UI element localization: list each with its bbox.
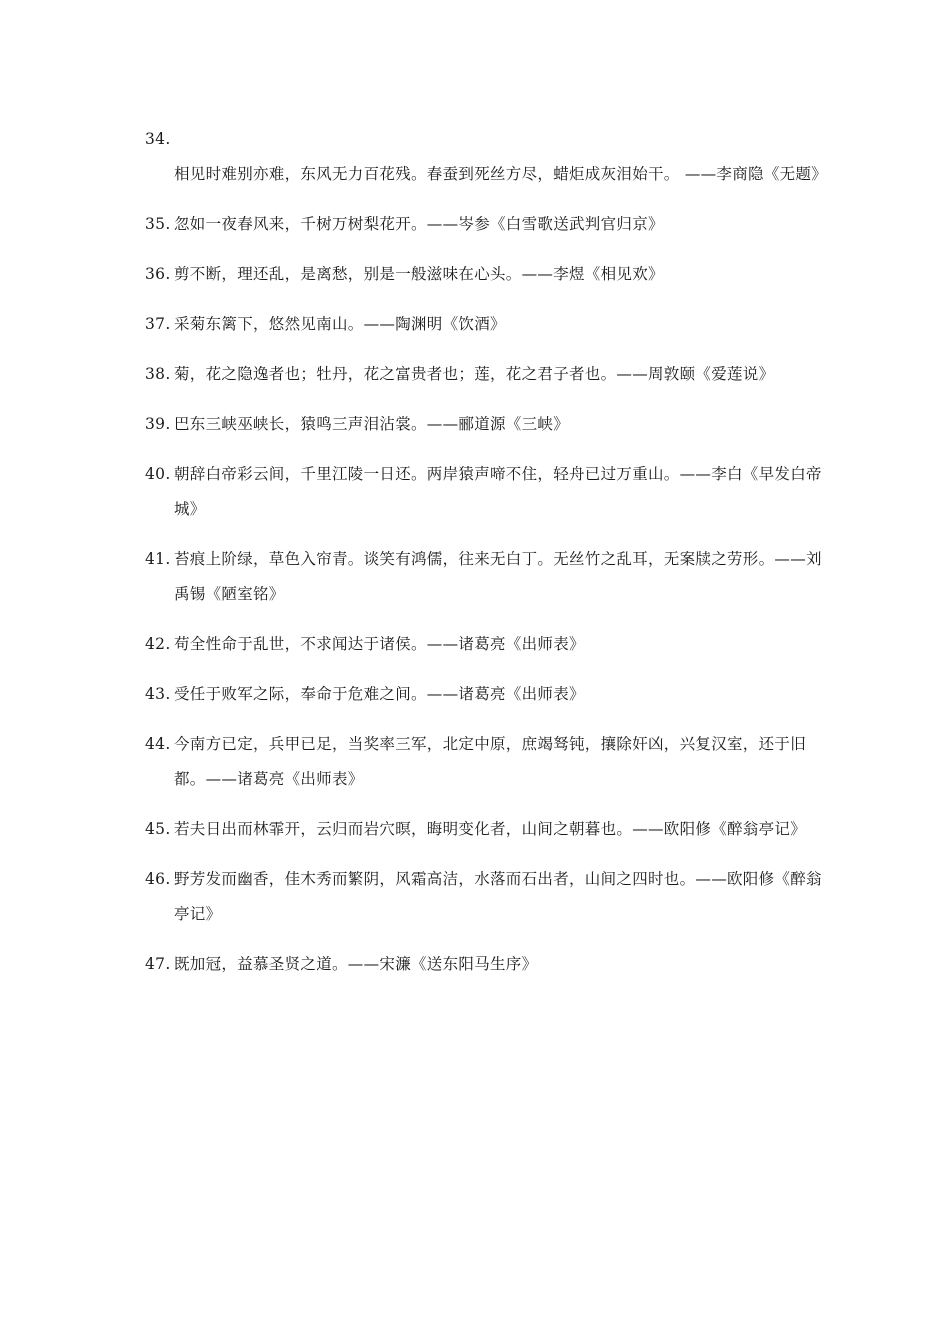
list-item <box>145 727 825 797</box>
list-item <box>145 677 825 712</box>
item-text: 巴东三峡巫峡长，猿鸣三声泪沾裳。——郦道源《三峡》 <box>174 415 570 433</box>
item-number: 47. <box>145 955 171 973</box>
item-text: 菊，花之隐逸者也；牡丹，花之富贵者也；莲，花之君子者也。——周敦颐《爱莲说》 <box>174 365 775 383</box>
list-item <box>145 457 825 527</box>
item-number: 35. <box>145 215 171 233</box>
item-text: 忽如一夜春风来，千树万树梨花开。——岑参《白雪歌送武判官归京》 <box>174 215 664 233</box>
item-text: 既加冠，益慕圣贤之道。——宋濂《送东阳马生序》 <box>174 955 538 973</box>
item-text: 采菊东篱下，悠然见南山。——陶渊明《饮酒》 <box>174 315 506 333</box>
item-number: 43. <box>145 685 171 703</box>
list-item <box>145 862 825 932</box>
list-item <box>145 812 825 847</box>
item-text: 苔痕上阶绿，草色入帘青。谈笑有鸿儒，往来无白丁。无丝竹之乱耳，无案牍之劳形。——刘禹锡《陋室铭》 <box>174 550 822 603</box>
list-item <box>145 542 825 612</box>
item-text: 受任于败军之际，奉命于危难之间。——诸葛亮《出师表》 <box>174 685 585 703</box>
item-text: 野芳发而幽香，佳木秀而繁阴，风霜高洁，水落而石出者，山间之四时也。——欧阳修《醉翁亭记》 <box>174 870 822 923</box>
item-number: 38. <box>145 365 171 383</box>
item-number: 40. <box>145 465 171 483</box>
item-number: 46. <box>145 870 171 888</box>
item-number: 42. <box>145 635 171 653</box>
list-item <box>145 207 825 242</box>
list-item <box>145 947 825 982</box>
item-number: 44. <box>145 735 171 753</box>
item-text: 苟全性命于乱世，不求闻达于诸侯。——诸葛亮《出师表》 <box>174 635 585 653</box>
item-text: 若夫日出而林霏开，云归而岩穴暝，晦明变化者，山间之朝暮也。——欧阳修《醉翁亭记》 <box>174 820 807 838</box>
item-text: 相见时难别亦难，东风无力百花残。春蚕到死丝方尽，蜡炬成灰泪始干。 ——李商隐《无题》 <box>174 165 828 183</box>
item-number: 34. <box>145 130 171 148</box>
list-item <box>145 407 825 442</box>
list-item <box>145 257 825 292</box>
item-text: 今南方已定，兵甲已足，当奖率三军，北定中原，庶竭驽钝，攘除奸凶，兴复汉室，还于旧都。——诸葛亮《出师表》 <box>174 735 807 788</box>
list-item <box>145 627 825 662</box>
quote-list <box>145 122 828 997</box>
item-number: 41. <box>145 550 171 568</box>
item-number: 39. <box>145 415 171 433</box>
item-number: 45. <box>145 820 171 838</box>
list-item <box>145 122 828 192</box>
list-item <box>145 307 825 342</box>
item-text: 剪不断，理还乱，是离愁，别是一般滋味在心头。——李煜《相见欢》 <box>174 265 664 283</box>
item-number: 36. <box>145 265 171 283</box>
list-item <box>145 357 825 392</box>
item-text: 朝辞白帝彩云间，千里江陵一日还。两岸猿声啼不住，轻舟已过万重山。——李白《早发白帝城》 <box>174 465 822 518</box>
item-number: 37. <box>145 315 171 333</box>
